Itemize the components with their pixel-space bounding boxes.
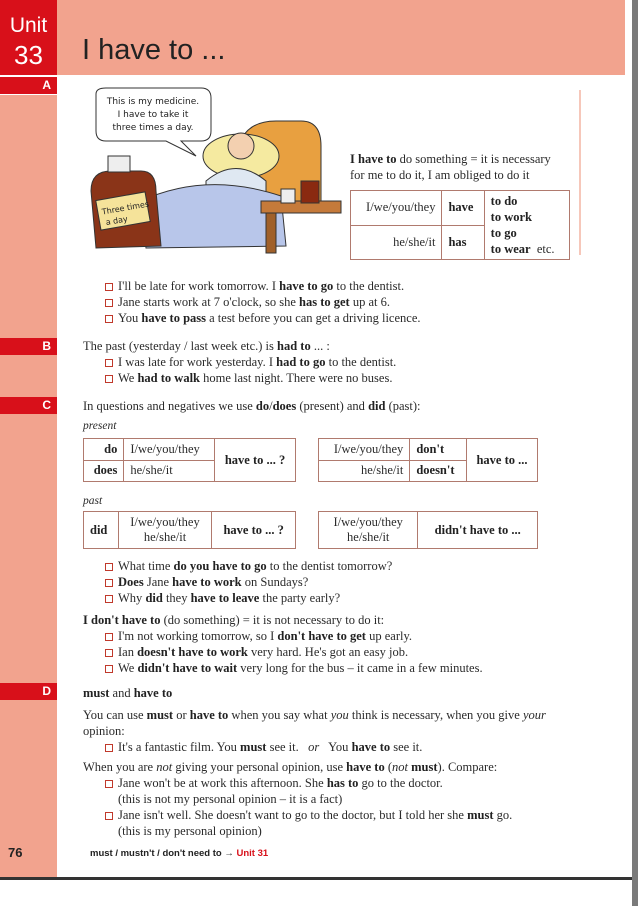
- italic-text: you: [330, 708, 349, 722]
- text-segment: We: [118, 371, 138, 385]
- bold-text: doesn't have to work: [137, 645, 248, 659]
- text-segment: do something = it is necessary: [396, 152, 551, 166]
- text-segment: (present) and: [296, 399, 369, 413]
- bold-text: had to: [277, 339, 311, 353]
- text-segment: You: [319, 740, 352, 754]
- subject: I/we/you/they: [124, 439, 215, 461]
- past-question-table: [83, 511, 296, 549]
- text-segment: to the dentist.: [325, 355, 397, 369]
- subject: I/we/you/they: [333, 515, 403, 529]
- text-segment: very long for the bus – it came in a few minutes.: [237, 661, 483, 675]
- past-negative-table: [318, 511, 538, 549]
- subject: he/she/it: [347, 530, 390, 544]
- bold-text: had to go: [276, 355, 326, 369]
- cross-reference[interactable]: [90, 848, 268, 859]
- text-segment: Why: [118, 591, 146, 605]
- text-segment: on Sundays?: [241, 575, 309, 589]
- bold-text: have to: [346, 760, 385, 774]
- text-segment: up early.: [365, 629, 413, 643]
- text-segment: Jane: [143, 575, 173, 589]
- text-segment: opinion:: [83, 724, 125, 738]
- have-to-table: [350, 190, 570, 260]
- cross-reference-text: must / mustn't / don't need to →: [90, 848, 237, 859]
- example: [105, 628, 412, 644]
- divider: [579, 90, 581, 255]
- neg: don't: [416, 441, 445, 456]
- text-segment: In questions and negatives we use: [83, 399, 256, 413]
- text-segment: It's a fantastic film. You: [118, 740, 241, 754]
- neg: doesn't: [416, 463, 455, 478]
- subject: he/she/it: [143, 530, 187, 544]
- bold-text: must: [467, 808, 494, 822]
- verb-cell: has: [448, 234, 467, 249]
- bold-text: must: [146, 708, 174, 722]
- b-intro: [83, 338, 330, 354]
- example: [105, 739, 422, 755]
- text-segment: when you say what: [228, 708, 331, 722]
- left-margin-strip: [0, 95, 57, 878]
- bold-text: must: [83, 686, 110, 700]
- text-segment: very hard. He's got an easy job.: [247, 645, 409, 659]
- text-segment: I'll be late for work tomorrow. I: [118, 279, 280, 293]
- text-segment: a test before you can get a driving licence.: [206, 311, 421, 325]
- text-segment: Jane won't be at work this afternoon. She: [118, 776, 327, 790]
- text-segment: ... :: [310, 339, 330, 353]
- text-segment: ). Compare:: [437, 760, 498, 774]
- text-segment: or: [173, 708, 190, 722]
- present-label: present: [83, 420, 117, 432]
- subject: I/we/you/they: [319, 439, 410, 461]
- inf: to work: [490, 210, 532, 224]
- present-negative-table: [318, 438, 538, 482]
- definition-line2: [350, 167, 530, 183]
- example: [105, 558, 392, 574]
- bold-text: must: [240, 740, 267, 754]
- inf: to wear: [490, 242, 531, 256]
- example-note: [118, 823, 262, 839]
- speech-line3: three times a day.: [112, 123, 194, 133]
- italic-text: or: [308, 740, 320, 754]
- example: [105, 354, 396, 370]
- aux: did: [90, 522, 108, 537]
- past-label: past: [83, 495, 103, 507]
- text-segment: the party early?: [259, 591, 341, 605]
- example: [105, 574, 308, 590]
- section-label-d: D: [0, 683, 57, 700]
- aux: does: [93, 463, 118, 478]
- example: [105, 278, 404, 294]
- example: [105, 370, 392, 386]
- bold-text: I have to: [350, 152, 397, 166]
- text-segment: Jane starts work at 7 o'clock, so she: [118, 295, 300, 309]
- bold-text: did: [145, 591, 163, 605]
- bold-text: have to: [189, 708, 229, 722]
- text-segment: You: [118, 311, 142, 325]
- text-segment: You can use: [83, 708, 147, 722]
- speech-line2: I have to take it: [117, 110, 189, 120]
- right-edge: [632, 0, 638, 906]
- bold-text: have to go: [279, 279, 334, 293]
- text-segment: up at 6.: [349, 295, 391, 309]
- text-segment: they: [162, 591, 191, 605]
- text-segment: (this is not my personal opinion – it is a fact): [118, 792, 343, 806]
- example: [105, 660, 483, 676]
- etc: etc.: [536, 242, 555, 256]
- present-question-table: [83, 438, 296, 482]
- italic-text: not: [392, 760, 408, 774]
- bold-text: didn't have to wait: [137, 661, 238, 675]
- bold-text: do you have to go: [173, 559, 267, 573]
- aux: do: [104, 441, 118, 456]
- section-label-c: C: [0, 397, 57, 414]
- text-segment: go.: [493, 808, 513, 822]
- text-segment: giving your personal opinion, use: [172, 760, 347, 774]
- c-intro: [83, 398, 421, 414]
- bottle-label-line2: a day: [104, 214, 129, 228]
- bold-text: did: [368, 399, 386, 413]
- text-segment: What time: [118, 559, 174, 573]
- text-segment: (do something) = it is not necessary to do it:: [160, 613, 385, 627]
- inf: to do: [490, 194, 518, 208]
- text-segment: for me to do it, I am obliged to do it: [350, 168, 530, 182]
- text-segment: I was late for work yesterday. I: [118, 355, 277, 369]
- text-segment: We: [118, 661, 138, 675]
- example: [105, 590, 340, 606]
- subject: I/we/you/they: [130, 515, 200, 529]
- subject-cell: I/we/you/they: [351, 191, 442, 226]
- text-segment: to the dentist tomorrow?: [266, 559, 393, 573]
- example: [105, 294, 390, 310]
- italic-text: your: [522, 708, 546, 722]
- inf: to go: [490, 226, 517, 240]
- page-title: I have to ...: [82, 34, 226, 66]
- text-segment: see it.: [390, 740, 423, 754]
- bold-text: has to get: [299, 295, 350, 309]
- text-segment: Jane isn't well. She doesn't want to go to the doctor, but I told her she: [118, 808, 468, 822]
- example: [105, 644, 408, 660]
- bold-text: don't have to get: [277, 629, 366, 643]
- text-segment: go to the doctor.: [358, 776, 443, 790]
- verb-cell: have: [448, 200, 474, 215]
- bold-text: does: [272, 399, 297, 413]
- rest: have to ...: [476, 452, 528, 467]
- bold-text: Does: [118, 575, 144, 589]
- unit-link[interactable]: Unit 31: [236, 848, 269, 859]
- bold-text: do: [255, 399, 270, 413]
- text-segment: Ian: [118, 645, 138, 659]
- text-segment: home last night. There were no buses.: [200, 371, 393, 385]
- definition-line1: [350, 151, 551, 167]
- speech-line1: This is my medicine.: [106, 97, 200, 107]
- text-segment: and: [109, 686, 134, 700]
- bold-text: had to walk: [137, 371, 201, 385]
- subject: he/she/it: [319, 460, 410, 482]
- text-segment: The past (yesterday / last week etc.) is: [83, 339, 278, 353]
- bold-text: I don't have to: [83, 613, 161, 627]
- italic-text: not: [156, 760, 173, 774]
- bottle-label-line1: Three times: [101, 199, 150, 217]
- text-segment: (: [384, 760, 393, 774]
- rest: have to ... ?: [224, 452, 286, 467]
- section-label-a: A: [0, 77, 57, 94]
- text-segment: think is necessary, when you give: [348, 708, 523, 722]
- d-paragraph: [83, 723, 125, 739]
- example: [105, 775, 443, 791]
- d-heading: [83, 685, 172, 701]
- d-paragraph: [83, 707, 546, 723]
- example-note: [118, 791, 342, 807]
- bold-text: have to leave: [190, 591, 260, 605]
- bold-text: has to: [326, 776, 359, 790]
- bold-text: have to work: [172, 575, 242, 589]
- sick-man-illustration: [86, 86, 346, 256]
- example: [105, 807, 512, 823]
- example: [105, 310, 421, 326]
- bold-text: have to pass: [141, 311, 206, 325]
- rest: didn't have to ...: [434, 522, 521, 537]
- bold-text: must: [411, 760, 438, 774]
- dont-have-to-intro: [83, 612, 384, 628]
- page-number: 76: [8, 845, 23, 860]
- bold-text: have to: [351, 740, 391, 754]
- text-segment: (past):: [385, 399, 421, 413]
- text-segment: When you are: [83, 760, 157, 774]
- bold-text: have to: [133, 686, 173, 700]
- subject: he/she/it: [124, 460, 215, 482]
- text-segment: /: [269, 399, 273, 413]
- d-paragraph: [83, 759, 497, 775]
- text-segment: (this is my personal opinion): [118, 824, 262, 838]
- subject-cell: he/she/it: [351, 225, 442, 260]
- section-label-b: B: [0, 338, 57, 355]
- text-segment: to the dentist.: [333, 279, 405, 293]
- unit-label: Unit: [9, 14, 48, 37]
- unit-number: 33: [14, 40, 43, 70]
- bottom-rule: [0, 877, 632, 880]
- text-segment: I'm not working tomorrow, so I: [118, 629, 278, 643]
- unit-badge: [0, 0, 57, 75]
- text-segment: see it.: [266, 740, 309, 754]
- rest: have to ... ?: [223, 522, 284, 537]
